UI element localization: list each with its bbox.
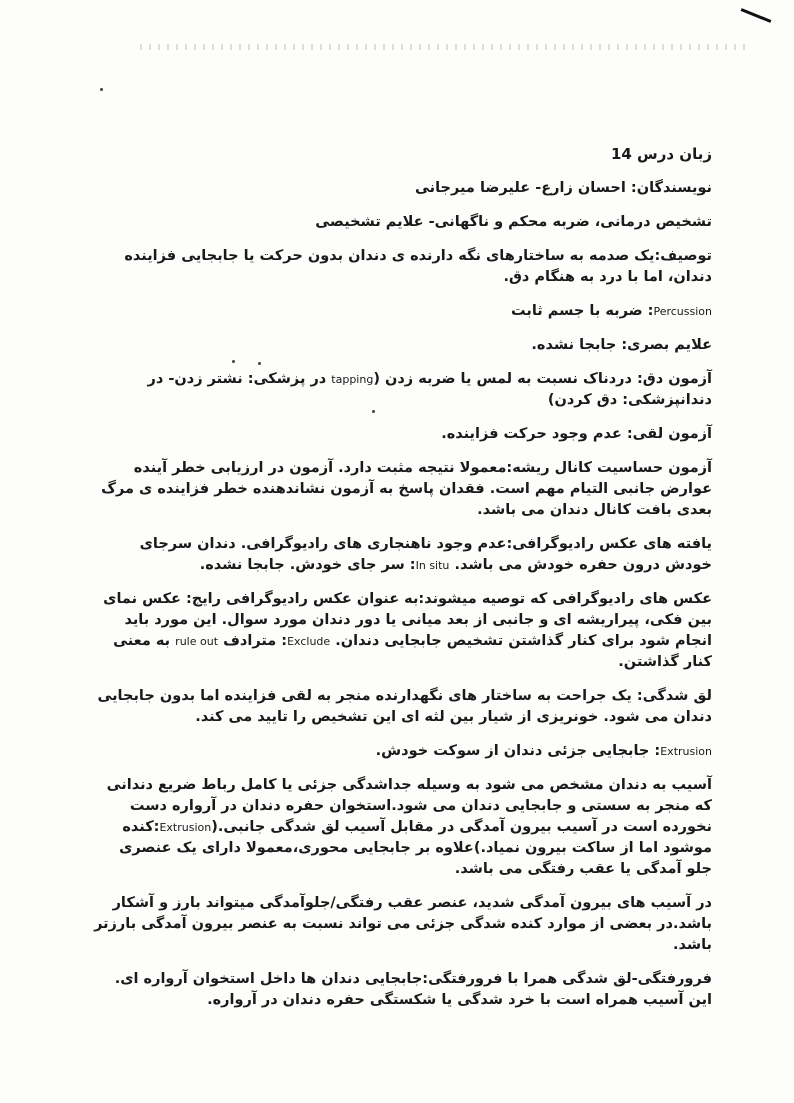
injury-a: آسیب به دندان مشخص می شود به وسیله جداشدگی جزئی یا کامل رباط ضریع دندانی که منجر به سستی و جابجایی دندان می شود.استخوان حفره دندان در آرواره دست نخورده است در آسیب بیرون آمدگی در مقابل آسیب لق شدگی جانبی.( (106, 777, 712, 835)
paragraph-visual-signs: علایم بصری: جابجا نشده. (531, 337, 712, 353)
scan-noise (140, 44, 750, 50)
authors-line: نویسندگان: احسان زارع- علیرضا میرجانی (414, 180, 712, 196)
extrusion-text: : جابجایی جزئی دندان از سوکت خودش. (375, 743, 661, 759)
term-extrusion: Extrusion (660, 745, 712, 758)
paragraph-percussion-test (92, 369, 712, 411)
subtitle-line: تشخیص درمانی، ضربه محکم و ناگهانی- علایم تشخیصی (315, 214, 712, 230)
paragraph-subluxation: لق شدگی: یک جراحت به ساختار های نگهدارنده منجر به لقی فزاینده اما بدون جابجایی دندان می شود. خونریزی از شیار بین لثه ای این تشخیص را تایید می کند. (97, 688, 712, 725)
term-extrusion-2: Extrusion (159, 821, 212, 834)
lesson-title: زبان درس 14 (610, 145, 712, 163)
term-rule-out: rule out (175, 635, 219, 648)
recommended-c: به معنی کنار گذاشتن. (113, 633, 712, 670)
term-exclude: Exclude (287, 635, 331, 648)
radiographic-a: یافته های عکس رادیوگرافی:عدم وجود ناهنجاری های رادیوگرافی. دندان سرجای خودش درون حفره خودش می باشد. (139, 536, 712, 573)
percussion-test-a: آزمون دق: دردناک نسبت به لمس یا ضربه زدن ( (373, 371, 712, 387)
paragraph-mobility-test: آزمون لقی: عدم وجود حرکت فزاینده. (441, 426, 712, 442)
recommended-a: عکس های رادیوگرافی که توصیه میشوند:به عنوان عکس رادیوگرافی رایج: عکس نمای بین فکی، پیراریشه ای و جانبی از بعد میانی یا دور دندان مورد سوال. این مورد باید انجام شود برای کنار گذاشتن تشخیص جابجایی دندان. (103, 591, 712, 649)
percussion-test-b: در پزشکی: نشتر زدن- در دندانپزشکی: دق کردن) (147, 371, 712, 408)
recommended-b: : مترادف (218, 633, 288, 649)
term-percussion: Percussion (653, 305, 712, 318)
paragraph-description: توصیف:یک صدمه به ساختارهای نگه دارنده ی دندان بدون حرکت یا جابجایی فزاینده دندان، اما با درد به هنگام دق. (124, 248, 712, 285)
pen-mark (741, 8, 772, 23)
paragraph-recommended-radiographs (92, 589, 712, 673)
scan-dot (100, 88, 103, 91)
paragraph-radiographic-findings (92, 534, 712, 576)
paragraph-sensitivity-test: آزمون حساسیت کانال ریشه:معمولا نتیجه مثبت دارد. آزمون در ارزیابی خطر آینده عوارض جانبی التیام مهم است. فقدان پاسخ به آزمون نشاندهنده خطر فزاینده ی مرگ بعدی بافت کانال دندان می باشد. (101, 460, 712, 518)
term-in-situ: In situ (415, 559, 450, 572)
term-tapping: tapping (331, 373, 374, 386)
paragraph-intrusion: فرورفتگی-لق شدگی همرا با فرورفتگی:جابجایی دندان ها داخل استخوان آرواره ای. این آسیب همراه است با خرد شدگی یا شکستگی حفره دندان در آرواره. (114, 971, 712, 1008)
paragraph-injury-detail (92, 775, 712, 880)
document-body (92, 144, 712, 1024)
injury-b: :کنده موشود اما از ساکت بیرون نمیاد.)علاوه بر جابجایی محوری،معمولا دارای یک عنصری جلو آمدگی یا عقب رفتگی می باشد. (119, 819, 712, 877)
paragraph-severe-extrusion: در آسیب های بیرون آمدگی شدید، عنصر عقب رفتگی/جلوآمدگی میتواند بارز و آشکار باشد.در بعضی از موارد کنده شدگی جزئی می تواند نسبت به عنصر بیرون آمدگی بارزتر باشد. (94, 895, 712, 953)
paragraph-percussion (92, 301, 712, 322)
radiographic-b: : سر جای خودش. جابجا نشده. (199, 557, 416, 573)
paragraph-extrusion (92, 741, 712, 762)
percussion-text: : ضربه با جسم ثابت (511, 303, 654, 319)
